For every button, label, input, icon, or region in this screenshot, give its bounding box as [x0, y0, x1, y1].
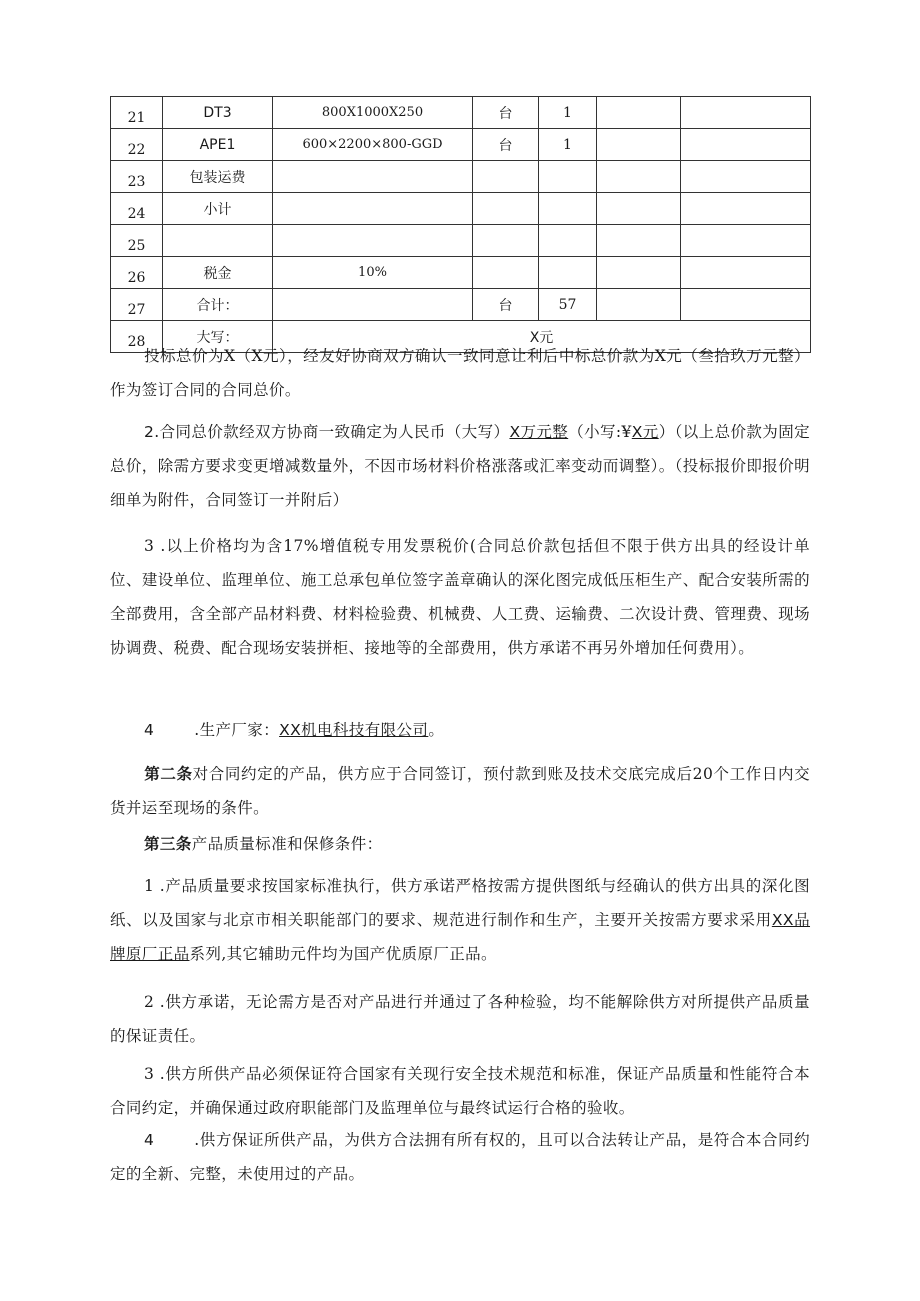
item-number: 4	[144, 1131, 155, 1149]
paragraph-manufacturer	[110, 713, 810, 747]
amount-label: 大写：	[163, 321, 273, 353]
item-number: 4	[144, 721, 155, 739]
item-unit-price	[597, 129, 681, 161]
item-quantity: 1	[539, 97, 597, 129]
row-number: 23	[111, 161, 163, 193]
manufacturer-name: XX机电科技有限公司	[279, 721, 429, 739]
item-name: DT3	[163, 97, 273, 129]
paragraph-ownership	[110, 1123, 810, 1191]
item-unit: 台	[473, 129, 539, 161]
item-name: APE1	[163, 129, 273, 161]
item-unit: 台	[473, 289, 539, 321]
paragraph-article-3	[110, 827, 810, 861]
table-row	[111, 161, 811, 193]
paragraph-quality-standard	[110, 869, 810, 971]
row-number: 26	[111, 257, 163, 289]
fixed-price-note: ）（以上总价款为固定总价，除需方要求变更增减数量外，不因市场材料价格涨落或汇率变动而调整）。（投标报价即报价明细单为附件，合同签订一并附后）	[110, 423, 811, 509]
ownership-text: .供方保证所供产品，为供方合法拥有所有权的，且可以合法转让产品，是符合本合同约定的全新、完整，未使用过的产品。	[110, 1131, 810, 1183]
price-table-body	[111, 97, 811, 353]
total-price-text: 投标总价为X（X元），经友好协商双方确认一致同意让利后中标总价款为X元（叁拾玖万元整）作为签订合同的合同总价。	[110, 347, 810, 399]
item-name: 包装运费	[163, 161, 273, 193]
item-unit-price	[597, 193, 681, 225]
table-row	[111, 97, 811, 129]
paragraph-quality-liability	[110, 985, 810, 1053]
item-unit	[473, 193, 539, 225]
contract-amount-text: .合同总价款经双方协商一致确定为人民币（大写）	[154, 423, 510, 441]
item-total	[681, 97, 811, 129]
item-total	[681, 257, 811, 289]
row-number: 21	[111, 97, 163, 129]
item-quantity	[539, 225, 597, 257]
item-quantity: 57	[539, 289, 597, 321]
item-quantity: 1	[539, 129, 597, 161]
item-spec	[273, 161, 473, 193]
manufacturer-label: .生产厂家：	[194, 721, 280, 739]
item-spec: 600×2200×800-GGD	[273, 129, 473, 161]
table-row	[111, 129, 811, 161]
item-quantity	[539, 193, 597, 225]
article-2-heading: 第二条	[144, 764, 193, 783]
item-unit-price	[597, 225, 681, 257]
item-spec	[273, 193, 473, 225]
item-name	[163, 225, 273, 257]
item-spec	[273, 289, 473, 321]
table-row	[111, 257, 811, 289]
item-total	[681, 129, 811, 161]
amount-in-figures: X元	[631, 423, 659, 441]
item-spec: 800X1000X250	[273, 97, 473, 129]
row-number: 27	[111, 289, 163, 321]
period: 。	[428, 721, 445, 739]
item-spec: 10%	[273, 257, 473, 289]
item-unit-price	[597, 161, 681, 193]
row-number: 24	[111, 193, 163, 225]
item-number: 2	[144, 423, 155, 441]
safety-standard-text: 3 .供方所供产品必须保证符合国家有关现行安全技术规范和标准，保证产品质量和性能符合本合同约定，并确保通过政府职能部门及监理单位与最终试运行合格的验收。	[110, 1065, 810, 1117]
amount-in-words: X元	[273, 321, 811, 353]
row-number: 28	[111, 321, 163, 353]
item-unit	[473, 225, 539, 257]
item-unit-price	[597, 289, 681, 321]
item-total	[681, 289, 811, 321]
item-quantity	[539, 161, 597, 193]
table-row	[111, 193, 811, 225]
item-quantity	[539, 257, 597, 289]
price-scope-text: 3 .以上价格均为含17%增值税专用发票税价(合同总价款包括但不限于供方出具的经设计单位、建设单位、监理单位、施工总承包单位签字盖章确认的深化图完成低压柜生产、配合安装所需的全部费用，含全部产品材料费、材料检验费、机械费、人工费、运输费、二次设计费、管理费、现场协调费、税费、配合现场安装拼柜、接地等的全部费用，供方承诺不再另外增加任何费用）。	[110, 537, 810, 657]
amount-prefix: （小写:¥	[568, 423, 632, 441]
quality-liability-text: 2 .供方承诺，无论需方是否对产品进行并通过了各种检验，均不能解除供方对所提供产品质量的保证责任。	[110, 993, 810, 1045]
item-total	[681, 225, 811, 257]
item-unit: 台	[473, 97, 539, 129]
brand-name: XX品牌原厂正品	[110, 911, 811, 963]
paragraph-price-scope	[110, 529, 810, 665]
item-spec	[273, 225, 473, 257]
paragraph-total-price	[110, 339, 810, 407]
paragraph-safety-standard	[110, 1057, 810, 1125]
row-number: 22	[111, 129, 163, 161]
table-row	[111, 225, 811, 257]
article-2-text: 对合同约定的产品，供方应于合同签订，预付款到账及技术交底完成后20个工作日内交货并运至现场的条件。	[110, 765, 810, 817]
quality-standard-text: 1 .产品质量要求按国家标准执行，供方承诺严格按需方提供图纸与经确认的供方出具的深化图纸、以及国家与北京市相关职能部门的要求、规范进行制作和生产，主要开关按需方要求采用	[110, 877, 810, 929]
item-name: 小计	[163, 193, 273, 225]
item-unit	[473, 161, 539, 193]
table-row	[111, 289, 811, 321]
item-name: 税金	[163, 257, 273, 289]
amount-in-words: X万元整	[509, 423, 569, 441]
row-number: 25	[111, 225, 163, 257]
item-unit	[473, 257, 539, 289]
article-3-text: 产品质量标准和保修条件：	[191, 835, 383, 853]
item-name: 合计：	[163, 289, 273, 321]
paragraph-contract-amount	[110, 415, 810, 517]
article-3-heading: 第三条	[144, 834, 192, 853]
item-total	[681, 193, 811, 225]
price-table	[110, 96, 811, 353]
paragraph-article-2	[110, 757, 810, 825]
item-unit-price	[597, 257, 681, 289]
item-total	[681, 161, 811, 193]
item-unit-price	[597, 97, 681, 129]
quality-standard-tail: 系列,其它辅助元件均为国产优质原厂正品。	[189, 945, 497, 963]
